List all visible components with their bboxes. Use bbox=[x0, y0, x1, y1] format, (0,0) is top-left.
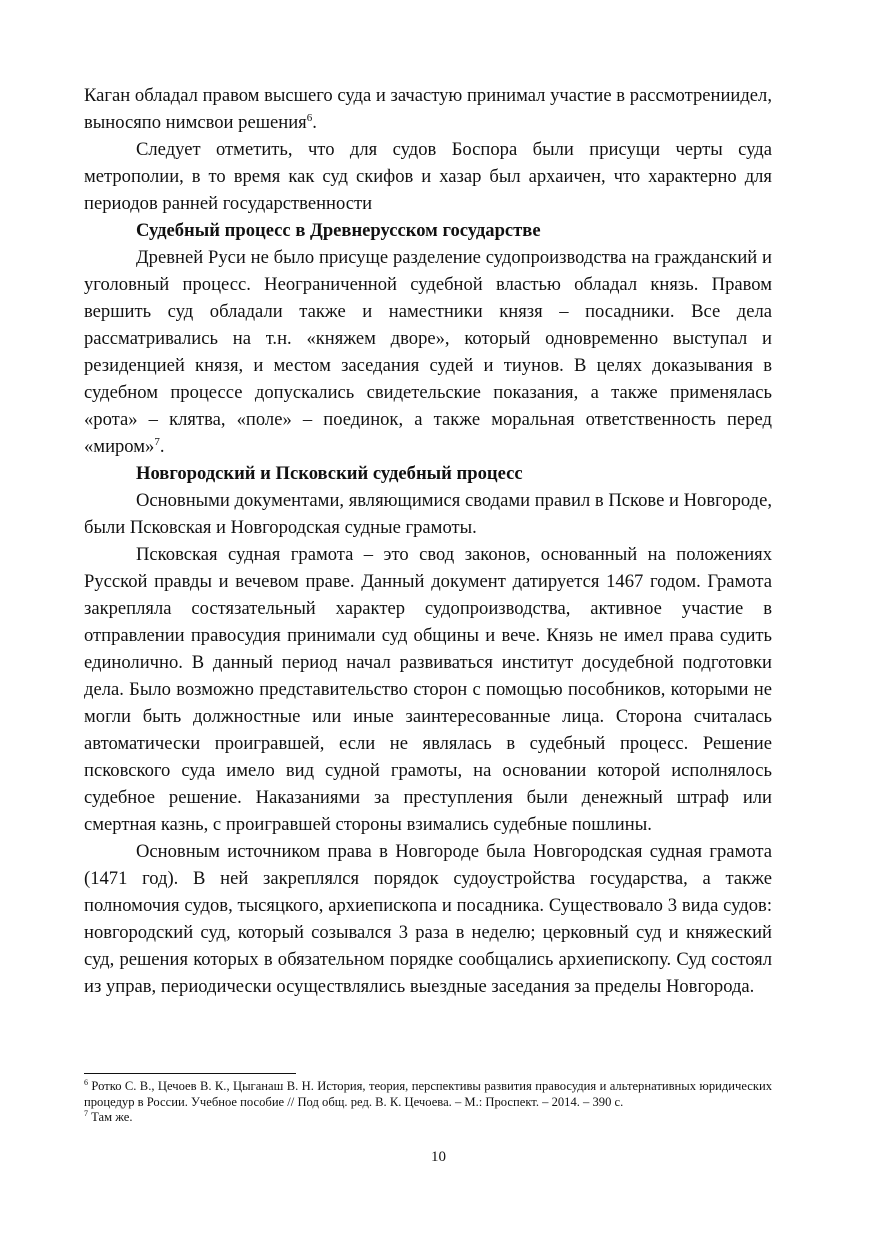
paragraph: Псковская судная грамота – это свод законов, основанный на положениях Русской правды и вечевом праве. Данный документ датируется 1467 годом. Грамота закрепляла состязательный характер судопроизводства, активное участие в отправлении правосудия принимали суд общины и вече. Князь не имел права судить единолично. В данный период начал развиваться институт досудебной подготовки дела. Было возможно представительство сторон с помощью пособников, которыми не могли быть должностные или иные заинтересованные лица. Сторона считалась автоматически проигравшей, если не являлась в судебный процесс. Решение псковского суда имело вид судной грамоты, на основании которой исполнялось судебное решение. Наказаниями за преступления были денежный штраф или смертная казнь, с проигравшей стороны взимались судебные пошлины. bbox=[84, 544, 772, 835]
paragraph: Основными документами, являющимися сводами правил в Пскове и Новгороде, были Псковская и Новгородская судные грамоты. bbox=[84, 490, 772, 538]
paragraph: Древней Руси не было присуще разделение судопроизводства на гражданский и уголовный процесс. Неограниченной судебной властью обладал князь. Правом вершить суд обладали также и наместники князя – посадники. Все дела рассматривались на т.н. «княжем дворе», который одновременно выступал и резиденцией князя, и местом заседания судей и тиунов. В целях доказывания в судебном процессе допускались свидетельские показания, а также применялась «рота» – клятва, «поле» – поединок, а также моральная ответственность перед «миром»$^7$. bbox=[84, 247, 772, 457]
footnote-separator bbox=[84, 1073, 296, 1074]
paragraph: Следует отметить, что для судов Боспора были присущи черты суда метрополии, в то время как суд скифов и хазар был архаичен, что характерно для периодов ранней государственности bbox=[84, 139, 772, 214]
paragraph: Основным источником права в Новгороде была Новгородская судная грамота (1471 год). В ней закреплялся порядок судоустройства государства, а также полномочия судов, тысяцкого, архиепископа и посадника. Существовало 3 вида судов: новгородский суд, который созывался 3 раза в неделю; церковный суд и княжеский суд, решения которых в обязательном порядке сообщались архиепископу. Суд состоял из управ, периодически осуществлялись выездные заседания за пределы Новгорода. bbox=[84, 841, 772, 997]
footnote: $^7$ Там же. bbox=[84, 1108, 133, 1124]
section-heading: Судебный процесс в Древнерусском государстве bbox=[136, 220, 541, 241]
footnote: $^6$ Ротко С. В., Цечоев В. К., Цыганаш В. Н. История, теория, перспективы развития правосудия и альтернативных юридических процедур в России. Учебное пособие // Под общ. ред. В. К. Цечоева. – М.: Проспект. – 2014. – 390 с. bbox=[84, 1077, 772, 1109]
page-number: 10 bbox=[431, 1149, 446, 1165]
paragraph: Каган обладал правом высшего суда и зачастую принимал участие в рассмотрениидел, выносяпо нимсвои решения$^6$. bbox=[84, 85, 772, 133]
footnote-ref[interactable]: 6 bbox=[306, 111, 313, 124]
main-text bbox=[84, 82, 772, 1000]
section-heading: Новгородский и Псковский судебный процесс bbox=[136, 463, 523, 484]
footnotes bbox=[84, 1079, 772, 1126]
footnote-ref[interactable]: 7 bbox=[154, 435, 160, 448]
